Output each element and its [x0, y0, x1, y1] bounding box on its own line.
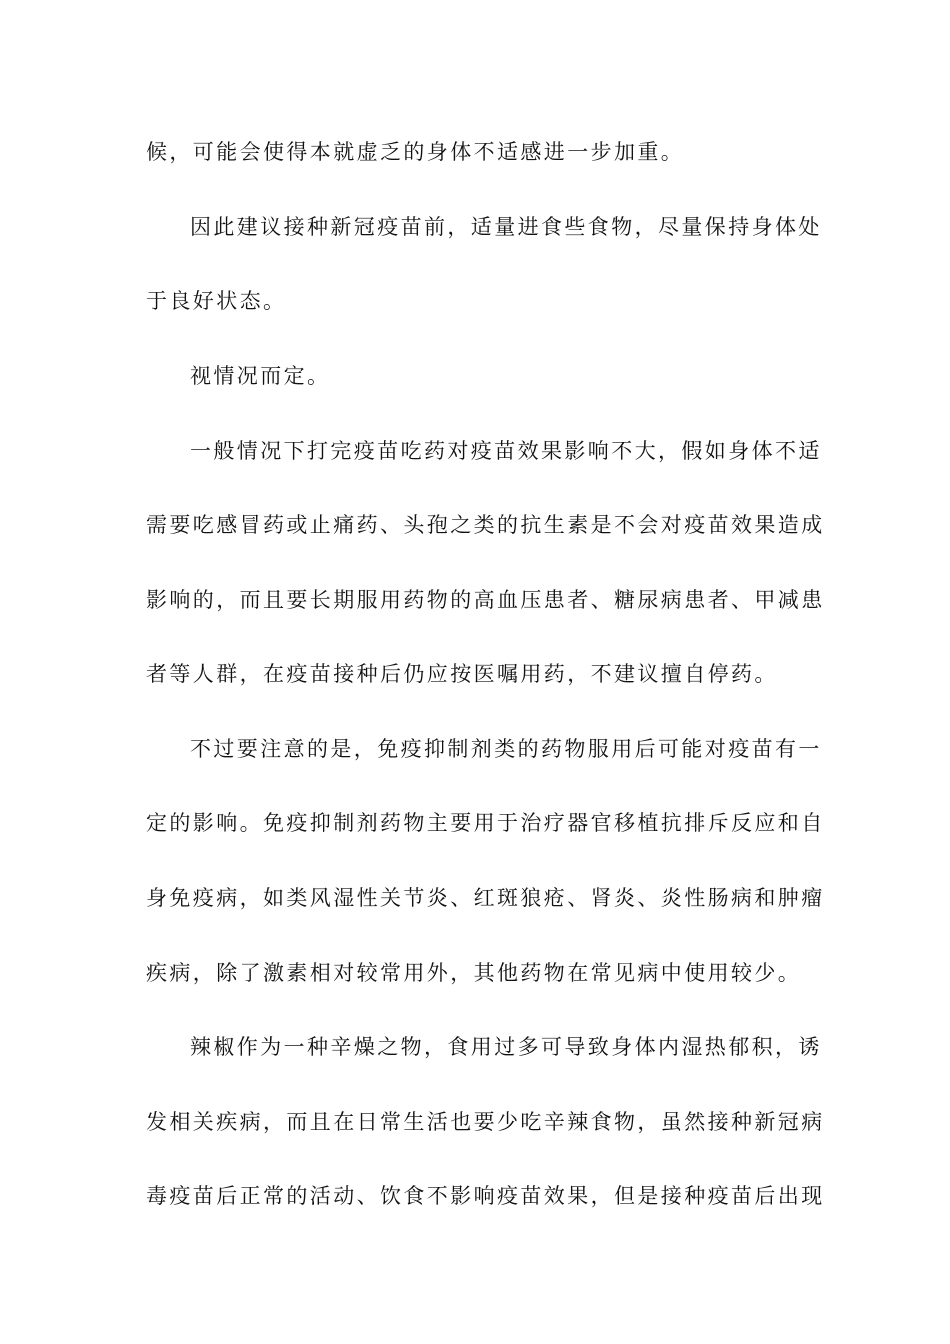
- paragraph-start-line: 因此建议接种新冠疫苗前，适量进食些食物，尽量保持身体处: [190, 215, 822, 239]
- text-line: 疾病，除了激素相对较常用外，其他药物在常见病中使用较少。: [146, 961, 802, 985]
- text-line: 候，可能会使得本就虚乏的身体不适感进一步加重。: [146, 140, 685, 164]
- text-line: 于良好状态。: [146, 289, 287, 313]
- text-line: 者等人群，在疫苗接种后仍应按医嘱用药，不建议擅自停药。: [146, 662, 778, 686]
- paragraph-start-line: 视情况而定。: [190, 364, 331, 388]
- text-line: 毒疫苗后正常的活动、饮食不影响疫苗效果，但是接种疫苗后出现: [146, 1184, 825, 1208]
- paragraph-start-line: 不过要注意的是，免疫抑制剂类的药物服用后可能对疫苗有一: [190, 737, 822, 761]
- text-line: 需要吃感冒药或止痛药、头孢之类的抗生素是不会对疫苗效果造成: [146, 513, 825, 537]
- paragraph-start-line: 一般情况下打完疫苗吃药对疫苗效果影响不大，假如身体不适: [190, 439, 822, 463]
- text-line: 定的影响。免疫抑制剂药物主要用于治疗器官移植抗排斥反应和自: [146, 811, 825, 835]
- text-line: 影响的，而且要长期服用药物的高血压患者、糖尿病患者、甲减患: [146, 588, 825, 612]
- paragraph-start-line: 辣椒作为一种辛燥之物，食用过多可导致身体内湿热郁积，诱: [190, 1035, 822, 1059]
- text-line: 发相关疾病，而且在日常生活也要少吃辛辣食物，虽然接种新冠病: [146, 1110, 825, 1134]
- text-line: 身免疫病，如类风湿性关节炎、红斑狼疮、肾炎、炎性肠病和肿瘤: [146, 886, 825, 910]
